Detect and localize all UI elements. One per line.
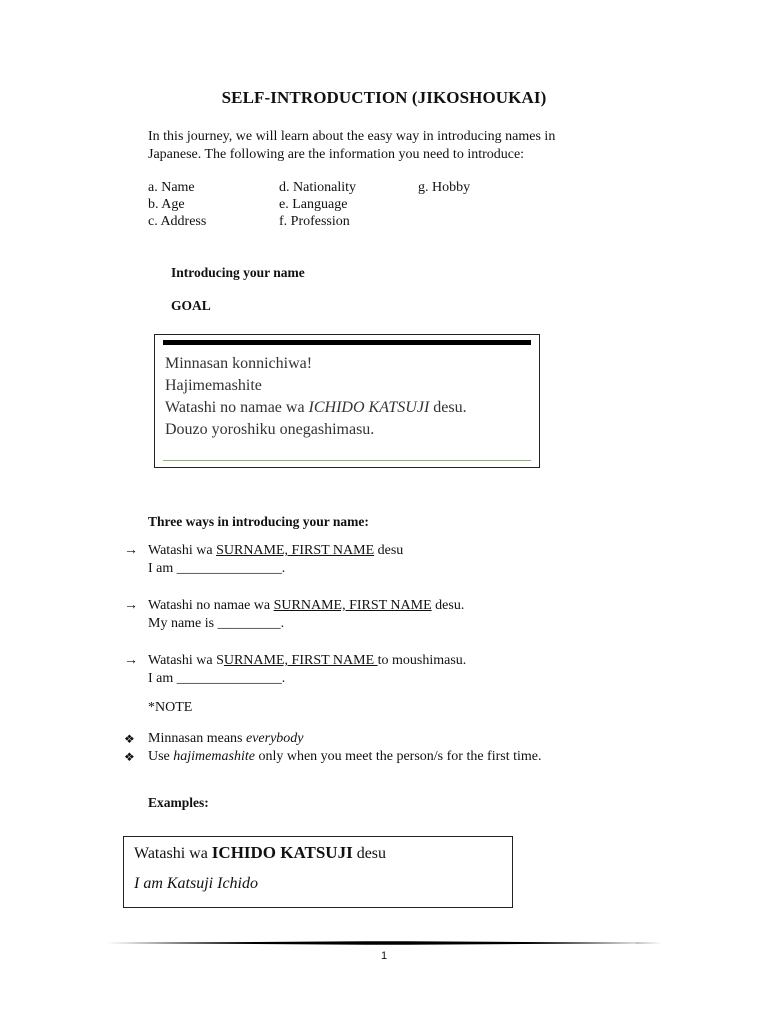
- info-item: b. Age: [148, 197, 185, 212]
- goal-line: Minnasan konnichiwa!: [165, 355, 313, 372]
- footer-divider: [106, 941, 662, 945]
- way-placeholder: URNAME, FIRST NAME: [223, 653, 378, 668]
- way-translation: I am _______________.: [148, 671, 286, 686]
- info-item: f. Profession: [279, 214, 350, 229]
- info-item: e. Language: [279, 197, 348, 212]
- note-emphasis: hajimemashite: [173, 749, 255, 764]
- goal-line: Douzo yoroshiku onegashimasu.: [165, 421, 375, 438]
- arrow-icon: →: [124, 543, 138, 558]
- three-ways-heading: Three ways in introducing your name:: [148, 514, 369, 529]
- way-text: [148, 652, 466, 688]
- way-placeholder: SURNAME, FIRST NAME: [216, 543, 375, 558]
- goal-box-bottom-line: [163, 460, 531, 461]
- example-name: ICHIDO KATSUJI: [211, 843, 353, 862]
- goal-line-text: Watashi no namae wa: [165, 399, 309, 416]
- goal-line-text: desu.: [429, 399, 467, 416]
- examples-heading: Examples:: [148, 795, 209, 810]
- intro-paragraph: [148, 128, 618, 164]
- way-text: [148, 597, 464, 633]
- info-item: d. Nationality: [279, 180, 356, 195]
- way-text: [148, 542, 403, 578]
- info-column: [279, 179, 356, 230]
- example-line: [134, 843, 386, 863]
- note-emphasis: everybody: [245, 731, 304, 746]
- goal-line: [165, 397, 467, 419]
- example-text: Watashi wa: [134, 845, 212, 862]
- arrow-icon: →: [124, 598, 138, 613]
- way-placeholder: SURNAME, FIRST NAME: [273, 598, 432, 613]
- way-phrase: Watashi no namae wa: [148, 598, 274, 613]
- page-title: SELF-INTRODUCTION (JIKOSHOUKAI): [221, 88, 547, 107]
- note-text: Use: [148, 749, 174, 764]
- example-text: desu: [352, 845, 387, 862]
- example-translation: I am Katsuji Ichido: [134, 875, 258, 892]
- note-text: Minnasan means: [148, 731, 246, 746]
- info-item: c. Address: [148, 214, 207, 229]
- intro-line: Japanese. The following are the information you need to introduce:: [148, 147, 525, 162]
- goal-box: [154, 334, 540, 468]
- intro-line: In this journey, we will learn about the easy way in introducing names in: [148, 129, 556, 144]
- info-column: [418, 179, 470, 196]
- section-heading-introducing-name: Introducing your name: [171, 265, 305, 280]
- info-column: [148, 179, 206, 230]
- way-translation: My name is _________.: [148, 616, 285, 631]
- goal-box-top-bar: [163, 340, 531, 345]
- way-phrase: Watashi wa: [148, 543, 217, 558]
- example-box: [123, 836, 513, 908]
- goal-line-name: ICHIDO KATSUJI: [308, 399, 430, 416]
- way-translation: I am _______________.: [148, 561, 286, 576]
- info-item: a. Name: [148, 180, 195, 195]
- way-phrase: Watashi wa S: [148, 653, 224, 668]
- diamond-bullet-icon: ❖: [124, 732, 135, 746]
- page-number: 1: [380, 950, 388, 962]
- footer-divider-shape: [106, 941, 662, 945]
- arrow-icon: →: [124, 653, 138, 668]
- diamond-bullet-icon: ❖: [124, 750, 135, 764]
- way-phrase: desu: [374, 543, 404, 558]
- way-phrase: desu.: [431, 598, 465, 613]
- goal-box-text: [165, 353, 467, 441]
- way-phrase: to moushimasu.: [377, 653, 467, 668]
- info-item: g. Hobby: [418, 180, 471, 195]
- goal-label: GOAL: [171, 298, 211, 313]
- note-text: only when you meet the person/s for the first time.: [254, 749, 542, 764]
- note-label: *NOTE: [148, 700, 193, 715]
- goal-line: Hajimemashite: [165, 377, 262, 394]
